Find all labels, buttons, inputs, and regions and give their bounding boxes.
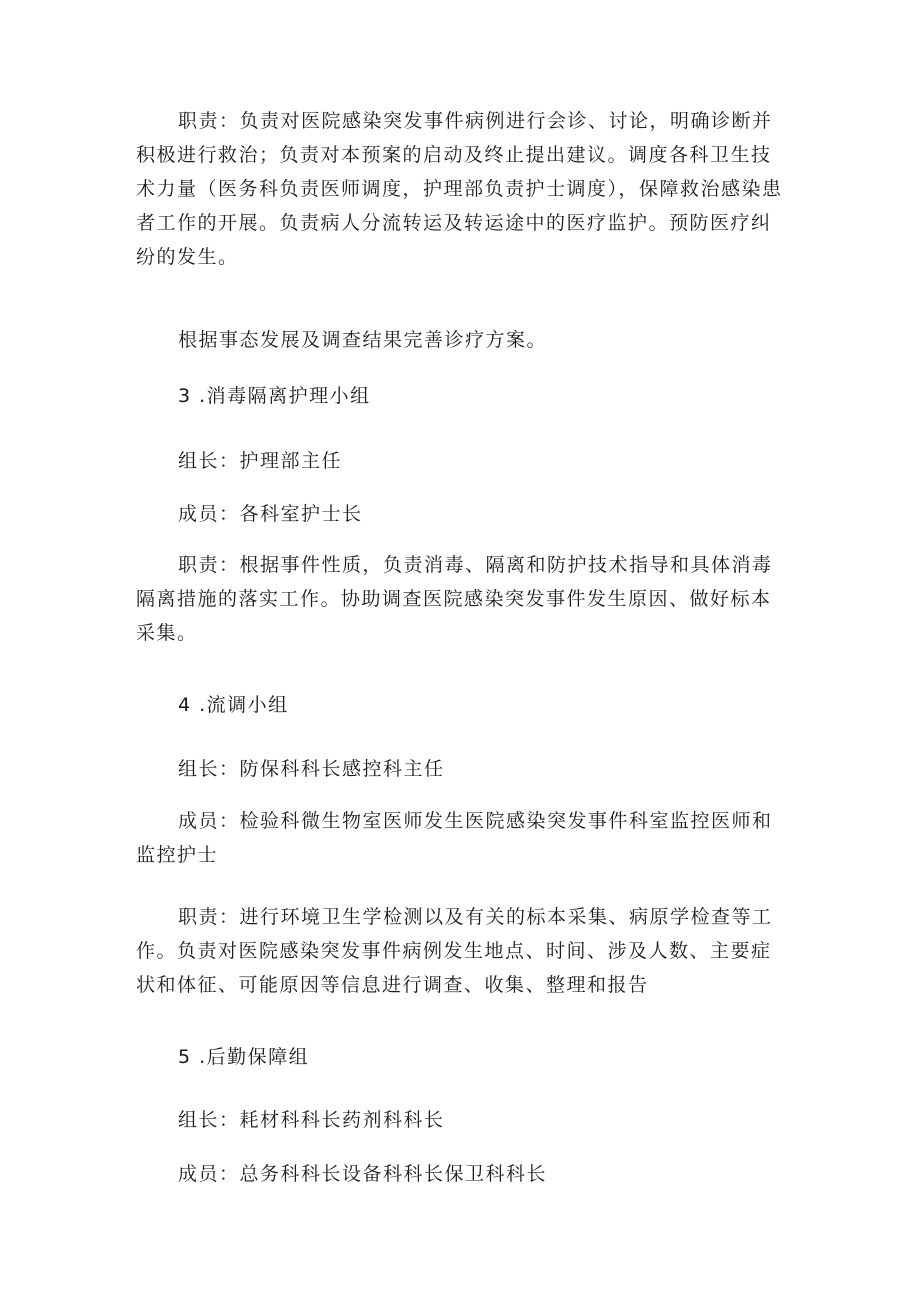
logistics-members: 成员：总务科科长设备科科长保卫科科长 xyxy=(178,1163,548,1185)
section-heading-disinfection: 3 .消毒隔离护理小组 xyxy=(178,385,371,407)
epidemiology-duty: 职责：进行环境卫生学检测以及有关的标本采集、病原学检查等工作。负责对医院感染突发事件病例发生地点、时间、涉及人数、主要症状和体征、可能原因等信息进行调查、收集、整理和报告 xyxy=(136,906,773,996)
section-heading-epidemiology: 4 .流调小组 xyxy=(178,694,289,716)
treatment-plan-paragraph: 根据事态发展及调查结果完善诊疗方案。 xyxy=(178,329,548,351)
duty-paragraph-medical: 职责：负责对医院感染突发事件病例进行会诊、讨论，明确诊断并积极进行救治；负责对本预案的启动及终止提出建议。调度各科卫生技术力量（医务科负责医师调度，护理部负责护士调度），保障救治感染患者工作的开展。负责病人分流转运及转运途中的医疗监护。预防医疗纠纷的发生。 xyxy=(136,110,783,268)
epidemiology-leader: 组长：防保科科长感控科主任 xyxy=(178,758,445,780)
logistics-leader: 组长：耗材科科长药剂科科长 xyxy=(178,1109,445,1131)
disinfection-leader: 组长：护理部主任 xyxy=(178,450,343,472)
disinfection-members: 成员：各科室护士长 xyxy=(178,503,363,525)
section-heading-logistics: 5 .后勤保障组 xyxy=(178,1046,310,1068)
disinfection-duty: 职责：根据事件性质，负责消毒、隔离和防护技术指导和具体消毒隔离措施的落实工作。协助调查医院感染突发事件发生原因、做好标本采集。 xyxy=(136,554,773,644)
epidemiology-members: 成员：检验科微生物室医师发生医院感染突发事件科室监控医师和监控护士 xyxy=(136,810,773,866)
